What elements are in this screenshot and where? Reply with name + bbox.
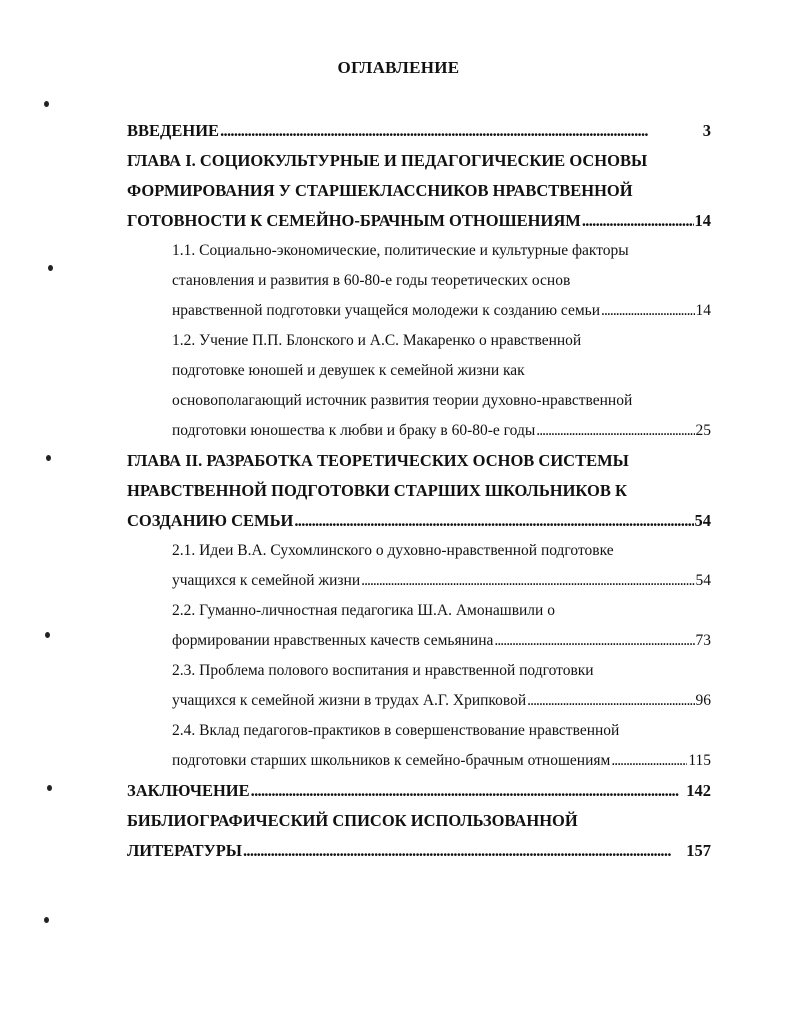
toc-line bbox=[127, 686, 711, 716]
toc-entry-text: ГЛАВА I. СОЦИОКУЛЬТУРНЫЕ И ПЕДАГОГИЧЕСКИЕ ОСНОВЫ bbox=[127, 151, 648, 170]
page-number: 96 bbox=[695, 692, 711, 709]
dot-leader bbox=[494, 626, 694, 656]
page-number: 73 bbox=[695, 632, 711, 649]
toc-line bbox=[127, 206, 711, 236]
dot-leader bbox=[294, 506, 693, 536]
toc-entry-text: ЛИТЕРАТУРЫ bbox=[127, 841, 242, 860]
page-title: ОГЛАВЛЕНИЕ bbox=[337, 58, 460, 77]
toc-entry-text: подготовки старших школьников к семейно-брачным отношениям bbox=[172, 752, 611, 769]
toc-entry-text: нравственной подготовки учащейся молодежи к созданию семьи bbox=[172, 302, 601, 319]
toc-line bbox=[127, 836, 711, 866]
toc-entry-text: 2.2. Гуманно-личностная педагогика Ш.А. Амонашвили о bbox=[172, 602, 555, 619]
toc-entry-text: учащихся к семейной жизни bbox=[172, 572, 361, 589]
toc-line bbox=[127, 776, 711, 806]
dot-leader bbox=[536, 416, 694, 446]
toc-entry-text: ВВЕДЕНИЕ bbox=[127, 121, 220, 140]
toc-line bbox=[127, 356, 711, 386]
toc-line bbox=[127, 266, 711, 296]
page-number: 25 bbox=[695, 422, 711, 439]
page-number: 142 bbox=[686, 781, 711, 800]
scan-speck bbox=[47, 785, 52, 791]
toc-entry-text: НРАВСТВЕННОЙ ПОДГОТОВКИ СТАРШИХ ШКОЛЬНИКОВ К bbox=[127, 481, 627, 500]
toc-entry-text: 2.1. Идеи В.А. Сухомлинского о духовно-нравственной подготовке bbox=[172, 542, 614, 559]
toc-line bbox=[127, 116, 711, 146]
toc-line bbox=[127, 326, 711, 356]
dot-leader bbox=[243, 836, 685, 866]
page-number: 14 bbox=[694, 211, 711, 230]
toc-line bbox=[127, 536, 711, 566]
toc-line bbox=[127, 656, 711, 686]
toc-entry-text: ГОТОВНОСТИ К СЕМЕЙНО-БРАЧНЫМ ОТНОШЕНИЯМ bbox=[127, 211, 581, 230]
toc-line bbox=[127, 716, 711, 746]
toc-entry-text: становления и развития в 60-80-е годы теоретических основ bbox=[172, 272, 571, 289]
page-number: 54 bbox=[695, 572, 711, 589]
toc-line bbox=[127, 446, 711, 476]
dot-leader bbox=[527, 686, 694, 716]
toc-entry-text: подготовки юношества к любви и браку в 60-80-е годы bbox=[172, 422, 536, 439]
page-number: 157 bbox=[686, 841, 711, 860]
toc-line bbox=[127, 626, 711, 656]
scan-speck bbox=[48, 265, 53, 271]
toc-entry-text: 1.1. Социально-экономические, политические и культурные факторы bbox=[172, 242, 629, 259]
toc-entry-text: ФОРМИРОВАНИЯ У СТАРШЕКЛАССНИКОВ НРАВСТВЕННОЙ bbox=[127, 181, 633, 200]
toc-line bbox=[127, 236, 711, 266]
toc-entry-text: ЗАКЛЮЧЕНИЕ bbox=[127, 781, 250, 800]
scan-speck bbox=[46, 455, 51, 461]
dot-leader bbox=[601, 296, 694, 326]
dot-leader bbox=[220, 116, 702, 146]
table-of-contents bbox=[127, 116, 711, 866]
scan-speck bbox=[44, 917, 49, 923]
scan-speck bbox=[45, 632, 50, 638]
dot-leader bbox=[251, 776, 686, 806]
page-number: 115 bbox=[688, 752, 711, 769]
toc-line bbox=[127, 476, 711, 506]
toc-line bbox=[127, 386, 711, 416]
toc-line bbox=[127, 176, 711, 206]
toc-entry-text: формировании нравственных качеств семьянина bbox=[172, 632, 494, 649]
toc-entry-text: 2.4. Вклад педагогов-практиков в совершенствование нравственной bbox=[172, 722, 620, 739]
toc-entry-text: подготовке юношей и девушек к семейной жизни как bbox=[172, 362, 525, 379]
toc-line bbox=[127, 596, 711, 626]
toc-entry-text: учащихся к семейной жизни в трудах А.Г. Хрипковой bbox=[172, 692, 527, 709]
toc-line bbox=[127, 296, 711, 326]
dot-leader bbox=[361, 566, 694, 596]
toc-line bbox=[127, 566, 711, 596]
scan-speck bbox=[44, 101, 49, 107]
dot-leader bbox=[611, 746, 687, 776]
dot-leader bbox=[582, 206, 694, 236]
page-number: 54 bbox=[694, 511, 711, 530]
toc-line bbox=[127, 416, 711, 446]
toc-entry-text: 2.3. Проблема полового воспитания и нравственной подготовки bbox=[172, 662, 594, 679]
toc-entry-text: 1.2. Учение П.П. Блонского и А.С. Макаренко о нравственной bbox=[172, 332, 582, 349]
toc-line bbox=[127, 746, 711, 776]
toc-entry-text: ГЛАВА II. РАЗРАБОТКА ТЕОРЕТИЧЕСКИХ ОСНОВ СИСТЕМЫ bbox=[127, 451, 629, 470]
toc-line bbox=[127, 506, 711, 536]
toc-entry-text: основополагающий источник развития теории духовно-нравственной bbox=[172, 392, 633, 409]
toc-line bbox=[127, 146, 711, 176]
toc-entry-text: БИБЛИОГРАФИЧЕСКИЙ СПИСОК ИСПОЛЬЗОВАННОЙ bbox=[127, 811, 578, 830]
toc-line bbox=[127, 806, 711, 836]
page-number: 3 bbox=[702, 121, 711, 140]
page-number: 14 bbox=[695, 302, 711, 319]
toc-entry-text: СОЗДАНИЮ СЕМЬИ bbox=[127, 511, 294, 530]
